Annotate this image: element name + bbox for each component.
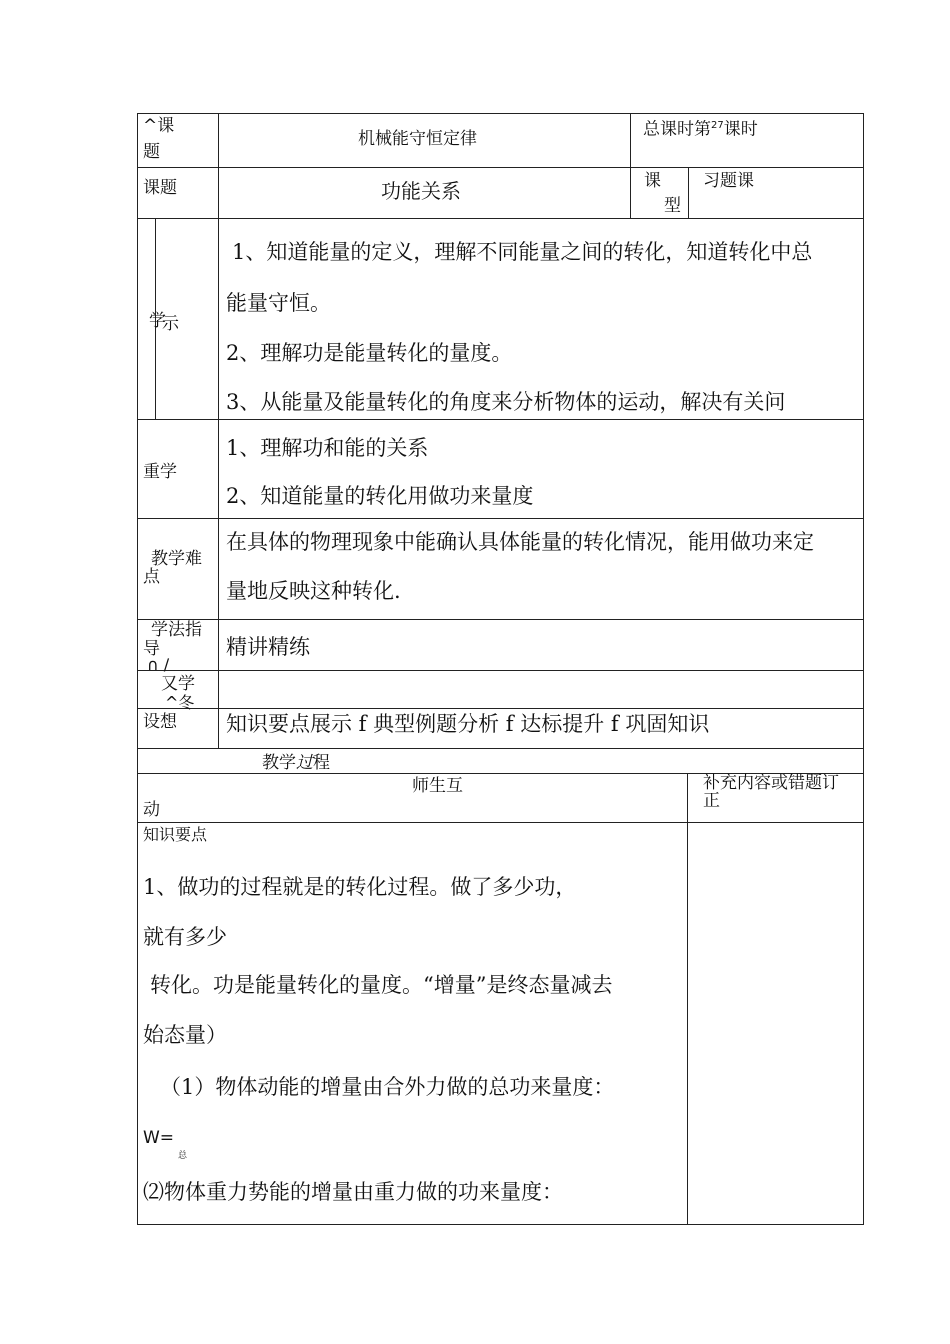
design-label: 设想: [143, 712, 177, 732]
goals-label: 示: [162, 314, 179, 334]
rule: [137, 822, 864, 823]
column-header: 补充内容或错题订: [703, 773, 839, 793]
rule: [630, 113, 631, 219]
process-heading: 教学过程: [262, 753, 330, 773]
body-line: （1）物体动能的增量由合外力做的总功来量度：: [160, 1075, 615, 1099]
difficulty-label: 教学难: [151, 549, 202, 569]
body-line: 始态量）: [143, 1023, 227, 1047]
rule: [137, 670, 864, 671]
difficulty-label: 点: [143, 567, 160, 587]
rule: [137, 218, 864, 219]
body-line: 就有多少: [143, 925, 227, 949]
lesson-label: 课题: [143, 178, 177, 198]
type-value: 习题课: [703, 171, 754, 191]
formula-w: W=: [143, 1128, 175, 1148]
goals-label: 学: [149, 311, 166, 331]
rule: [137, 419, 864, 420]
goal-line: 2、理解功是能量转化的量度。: [226, 341, 513, 365]
rule: [137, 518, 864, 519]
body-line: ⑵物体重力势能的增量由重力做的功来量度：: [143, 1180, 563, 1204]
lesson-title: 功能关系: [381, 179, 461, 203]
rule: [688, 167, 689, 219]
type-label: 型: [664, 196, 681, 216]
method-label: 学法指: [151, 620, 202, 640]
total-lessons: 总课时第$^{27}$课时: [643, 119, 758, 140]
difficulty-line: 在具体的物理现象中能确认具体能量的转化情况，能用做功来定: [226, 530, 814, 554]
rule: [863, 113, 864, 1225]
rule: [137, 167, 864, 168]
column-header: 动: [143, 800, 160, 820]
formula-subscript: 总: [178, 1151, 188, 1161]
rule: [687, 773, 688, 1225]
section-title: 知识要点: [143, 825, 208, 844]
goal-line: 3、从能量及能量转化的角度来分析物体的运动，解决有关问: [226, 390, 786, 414]
ke-label: ^课: [143, 116, 175, 136]
rule: [137, 113, 864, 114]
goal-line: 能量守恒。: [226, 291, 331, 315]
key-point-line: 1、理解功和能的关系: [226, 436, 429, 460]
body-line: 1、做功的过程就是的转化过程。做了多少功，: [143, 875, 577, 899]
design-value: 知识要点展示 f 典型例题分析 f 达标提升 f 巩固知识: [226, 712, 710, 736]
method-value: 精讲精练: [226, 635, 310, 659]
difficulty-line: 量地反映这种转化.: [226, 579, 401, 603]
column-header: 正: [703, 791, 720, 811]
rule: [137, 113, 138, 1225]
ke-label: 题: [143, 142, 160, 162]
prep-label: 又学: [161, 674, 195, 694]
type-label: 课: [644, 171, 661, 191]
prep-label: ^冬: [165, 693, 195, 712]
unit-title: 机械能守恒定律: [358, 129, 477, 149]
key-point-line: 2、知道能量的转化用做功来量度: [226, 484, 534, 508]
method-label: 导: [143, 639, 160, 659]
column-header: 师生互: [412, 776, 463, 796]
rule: [218, 113, 219, 749]
key-points-label: 重学: [143, 462, 177, 482]
goal-line: 1、知道能量的定义，理解不同能量之间的转化，知道转化中总: [232, 240, 813, 264]
rule: [137, 748, 864, 749]
rule: [137, 1224, 864, 1225]
method-label: ∩ ∕: [147, 655, 170, 674]
rule: [137, 619, 864, 620]
body-line: 转化。功是能量转化的量度。“增量”是终态量减去: [150, 973, 613, 997]
rule: [137, 708, 864, 709]
